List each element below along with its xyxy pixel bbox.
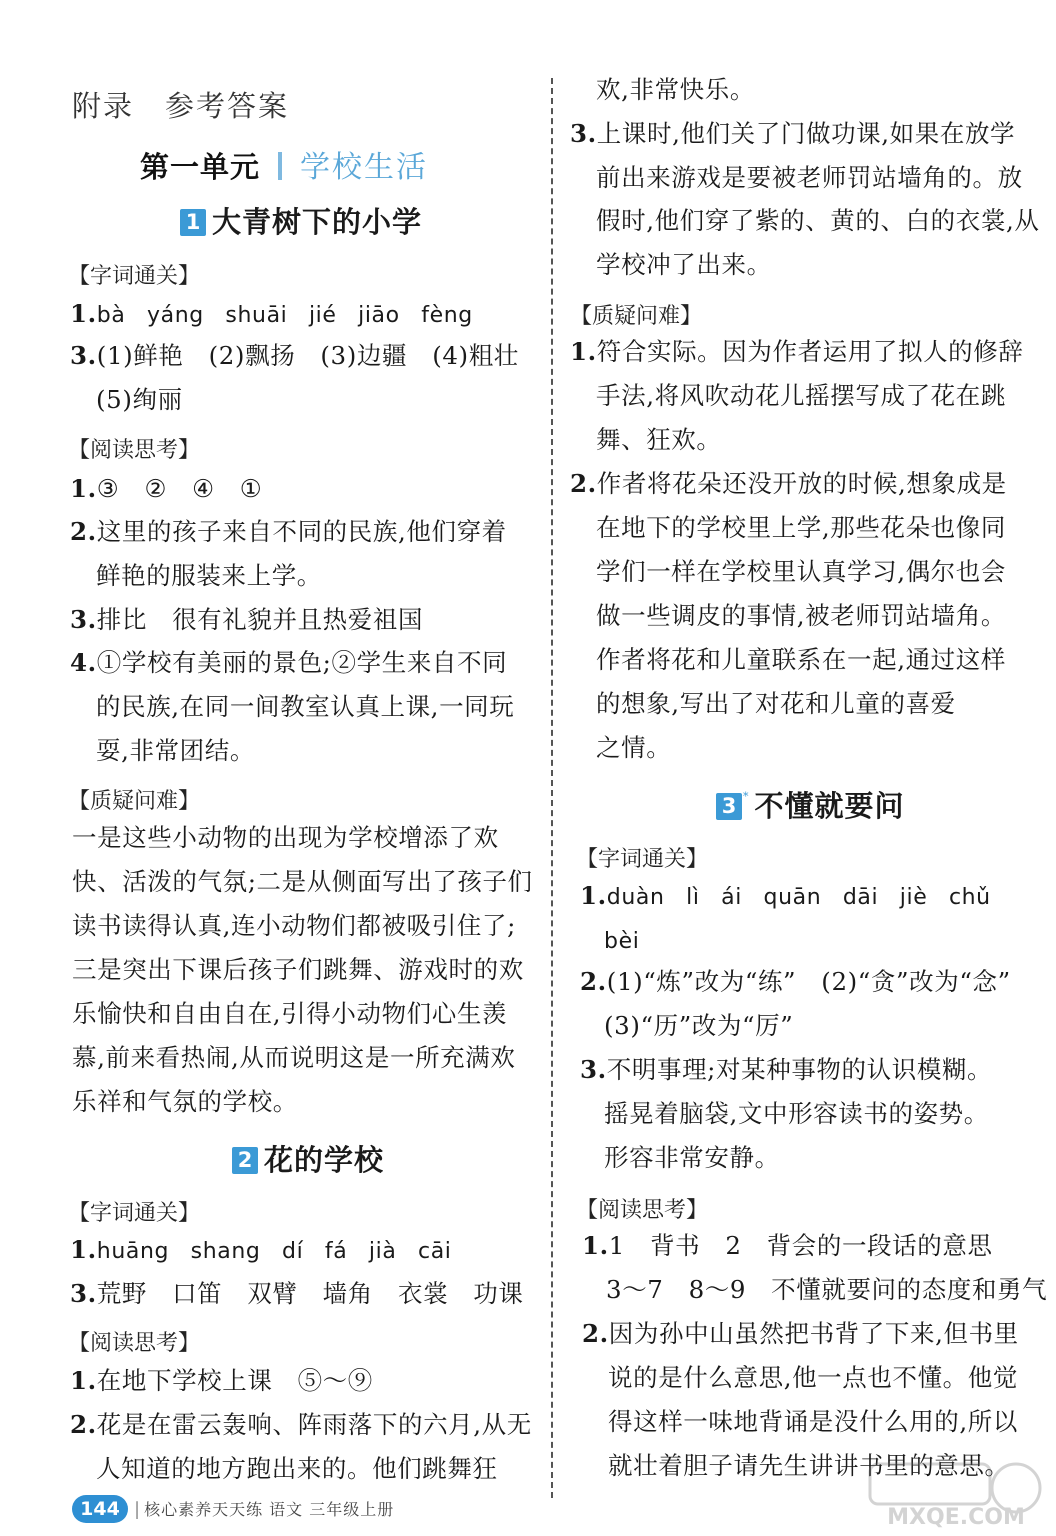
- answer-line: 得这样一味地背诵是没什么用的,所以: [608, 1407, 1018, 1436]
- answer-line: 一是这些小动物的出现为学校增添了欢: [72, 823, 499, 852]
- answer-line: 3.排比 很有礼貌并且热爱祖国: [70, 605, 424, 634]
- section-tag: 【阅读思考】: [68, 1331, 201, 1356]
- lesson-heading-1: [180, 200, 422, 241]
- section-tag: 【质疑问难】: [68, 789, 201, 814]
- answer-line: 形容非常安静。: [604, 1143, 780, 1172]
- answer-line: 2.这里的孩子来自不同的民族,他们穿着: [70, 517, 507, 546]
- lesson-heading-3: [716, 784, 905, 825]
- answer-line: 3～7 8～9 不懂就要问的态度和勇气: [606, 1275, 1048, 1304]
- answer-line: bèi: [604, 929, 640, 954]
- book-title: 核心素养天天练 语文 三年级上册: [144, 1500, 395, 1519]
- answer-line: 之情。: [596, 733, 672, 762]
- unit-name: 第一单元: [140, 150, 261, 184]
- section-tag: 【字词通关】: [576, 847, 709, 872]
- answer-line: 4.①学校有美丽的景色;②学生来自不同: [70, 648, 508, 677]
- lesson-number-badge: 2: [232, 1147, 258, 1174]
- answer-line: 人知道的地方跑出来的。他们跳舞狂: [96, 1454, 498, 1483]
- answer-line: 3.上课时,他们关了门做功课,如果在放学: [570, 119, 1016, 148]
- answer-line: 读书读得认真,连小动物们都被吸引住了;: [72, 911, 516, 940]
- answer-stamp-watermark-icon: [866, 1458, 1046, 1530]
- answer-line: 前出来游戏是要被老师罚站墙角的。放: [596, 163, 1023, 192]
- section-tag: 【质疑问难】: [570, 304, 703, 329]
- answer-line: 做一些调皮的事情,被老师罚站墙角。: [596, 601, 1006, 630]
- page-footer: [72, 1495, 394, 1523]
- answer-line: 乐愉快和自由自在,引得小动物们心生羡: [72, 999, 508, 1028]
- answer-line: 快、活泼的气氛;二是从侧面写出了孩子们: [72, 867, 533, 896]
- answer-line: 舞、狂欢。: [596, 425, 722, 454]
- answer-line: 就壮着胆子请先生讲讲书里的意思。: [608, 1451, 1010, 1480]
- answer-line: 2.作者将花朵还没开放的时候,想象成是: [570, 469, 1007, 498]
- answer-line: 三是突出下课后孩子们跳舞、游戏时的欢: [72, 955, 524, 984]
- lesson-title: 花的学校: [264, 1143, 385, 1177]
- answer-line: 的民族,在同一间教室认真上课,一同玩: [96, 692, 515, 721]
- answer-line: 慕,前来看热闹,从而说明这是一所充满欢: [72, 1043, 516, 1072]
- answer-line: 3.(1)鲜艳 (2)飘扬 (3)边疆 (4)粗壮: [70, 341, 519, 370]
- answer-line: 假时,他们穿了紫的、黄的、白的衣裳,从: [596, 206, 1040, 235]
- answer-line: 3.不明事理;对某种事物的认识模糊。: [580, 1055, 993, 1084]
- lesson-number-badge: 3: [716, 793, 742, 820]
- answer-line: (5)绚丽: [96, 385, 183, 414]
- lesson-title: 不懂就要问: [754, 789, 905, 823]
- answer-line: 欢,非常快乐。: [596, 75, 755, 104]
- answer-line: 说的是什么意思,他一点也不懂。他觉: [608, 1363, 1018, 1392]
- unit-title: [140, 142, 428, 186]
- lesson-title: 大青树下的小学: [212, 205, 423, 239]
- answer-line: 2.(1)“炼”改为“练” (2)“贪”改为“念”: [580, 967, 1011, 996]
- lesson-heading-2: [232, 1138, 384, 1179]
- section-tag: 【字词通关】: [68, 264, 201, 289]
- answer-line: 的想象,写出了对花和儿童的喜爱: [596, 689, 956, 718]
- answer-line: 学们一样在学校里认真学习,偶尔也会: [596, 557, 1006, 586]
- answer-line: 2.花是在雷云轰响、阵雨落下的六月,从无: [70, 1410, 532, 1439]
- answer-line: 摇晃着脑袋,文中形容读书的姿势。: [604, 1099, 989, 1128]
- answer-line: (3)“历”改为“厉”: [604, 1011, 794, 1040]
- answer-line: 1.③ ② ④ ①: [70, 474, 263, 503]
- page-number: 144: [72, 1495, 128, 1523]
- optional-lesson-star-icon: *: [743, 790, 749, 803]
- unit-divider: [278, 152, 282, 180]
- answer-line: 1.在地下学校上课 ⑤～⑨: [70, 1366, 373, 1395]
- column-divider: [551, 78, 553, 1498]
- answer-line: 3.荒野 口笛 双臂 墙角 衣裳 功课: [70, 1279, 524, 1308]
- section-tag: 【阅读思考】: [68, 438, 201, 463]
- watermark-text: MXQE.COM: [887, 1505, 1025, 1530]
- unit-subtitle: 学校生活: [300, 150, 429, 185]
- answer-line: 作者将花和儿童联系在一起,通过这样: [596, 645, 1006, 674]
- answer-line: 1.bà yáng shuāi jié jiāo fèng: [70, 299, 473, 328]
- section-tag: 【字词通关】: [68, 1201, 201, 1226]
- footer-separator: |: [134, 1499, 141, 1520]
- answer-line: 在地下的学校里上学,那些花朵也像同: [596, 513, 1006, 542]
- answer-line: 鲜艳的服装来上学。: [96, 561, 322, 590]
- answer-line: 1.符合实际。因为作者运用了拟人的修辞: [570, 337, 1024, 366]
- answer-line: 学校冲了出来。: [596, 250, 772, 279]
- lesson-number-badge: 1: [180, 209, 206, 236]
- answer-line: 1.duàn lì ái quān dāi jiè chǔ: [580, 881, 991, 910]
- answer-line: 1.huāng shang dí fá jià cāi: [70, 1235, 452, 1264]
- answer-line: 耍,非常团结。: [96, 736, 255, 765]
- appendix-title: 附录 参考答案: [72, 89, 290, 123]
- section-tag: 【阅读思考】: [576, 1198, 709, 1223]
- answer-line: 2.因为孙中山虽然把书背了下来,但书里: [582, 1319, 1019, 1348]
- answer-line: 1.1 背书 2 背会的一段话的意思: [582, 1231, 993, 1260]
- answer-line: 乐祥和气氛的学校。: [72, 1087, 298, 1116]
- answer-line: 手法,将风吹动花儿摇摆写成了花在跳: [596, 381, 1006, 410]
